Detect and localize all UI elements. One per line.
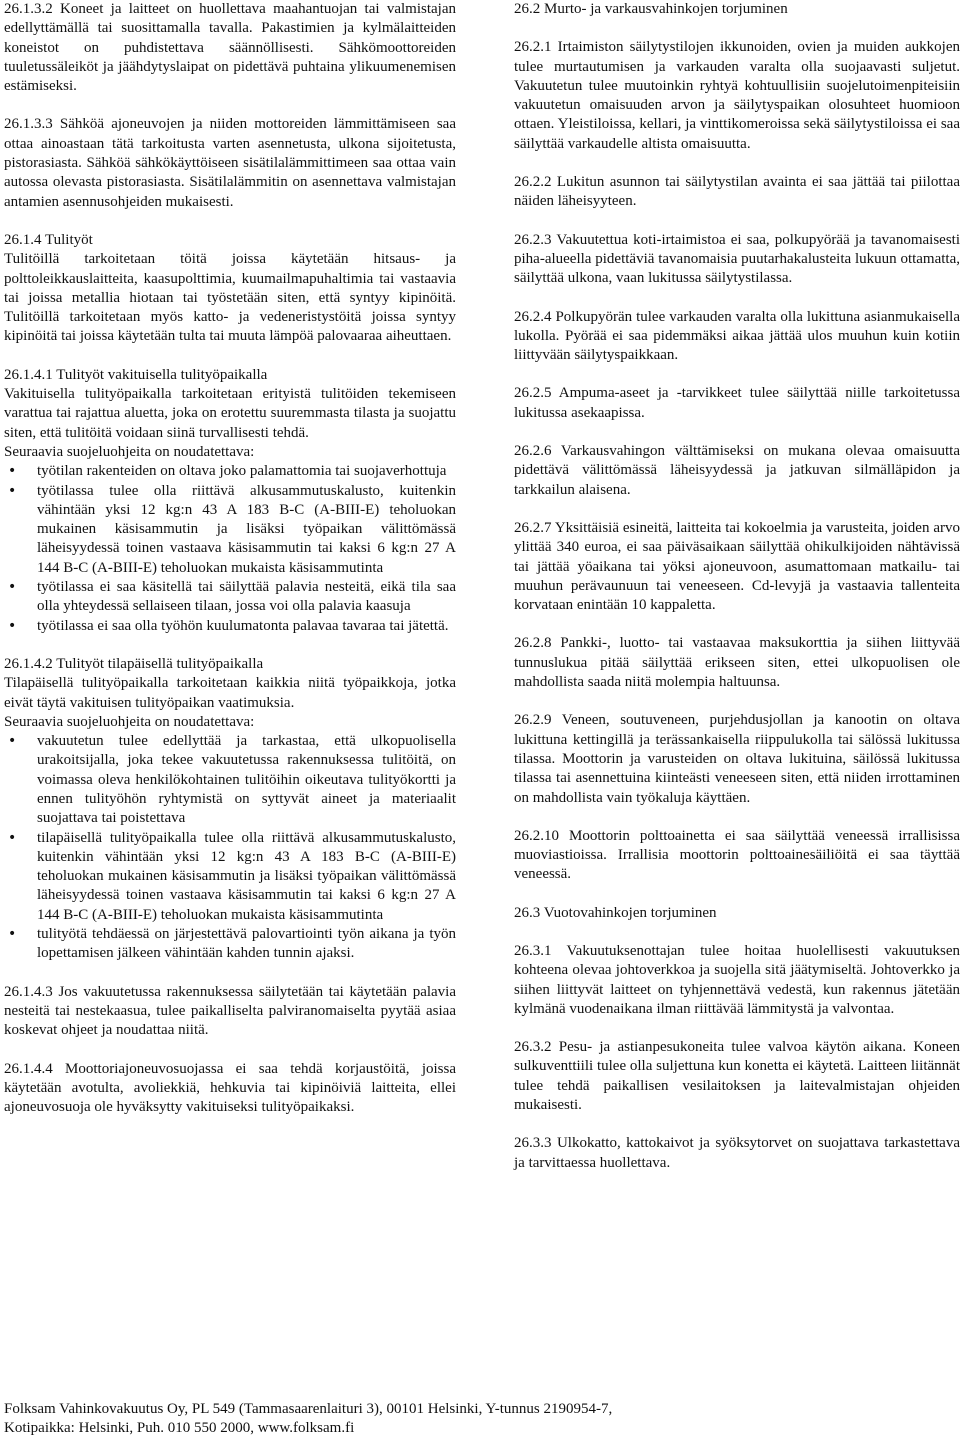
list-intro-1: Seuraavia suojeluohjeita on noudatettava: xyxy=(4,443,255,460)
paragraph-26-2-6: 26.2.6 Varkausvahingon välttämiseksi on mukana olevaa omaisuutta pidettävä välittömässä läheisyydessä ja jatkuvan silmälläpidon ja tarkkailun alaisena. xyxy=(514,443,960,498)
paragraph-26-2-1: 26.2.1 Irtaimiston säilytystilojen ikkunoiden, ovien ja muiden aukkojen tulee murtautumisen ja varkauden varalta olla suojaavasti suljetut. Vakuutetun tulee muutoinkin ryhtyä kohtuullisiin suojelutoimenpiteisiin vakuutetun omaisuuden arvon ja säilytyspaikan olosuhteet huomioon ottaen. Yleistiloissa, kellari, ja vinttikomeroissa sekä säilytystiloissa ei saa säilyttää varkaudelle altista omaisuutta. xyxy=(514,39,960,152)
protection-list-2 xyxy=(4,732,456,964)
paragraph-26-1-4-3: 26.1.4.3 Jos vakuutetussa rakennuksessa säilytetään tai käytetään palavia nesteitä tai nestekaasua, tulee paikalliselta palviranomaiselta pyytää asiaa koskevat ohjeet ja noudattaa niitä. xyxy=(4,983,456,1039)
paragraph-26-2-10: 26.2.10 Moottorin polttoainetta ei saa säilyttää veneessä irrallisissa muoviastioissa. Irrallisia moottorin polttoainesäiliöitä ei saa täyttää veneessä. xyxy=(514,827,960,883)
page-footer xyxy=(4,1400,944,1439)
paragraph-26-3-3: 26.3.3 Ulkokatto, kattokaivot ja syöksytorvet on suojattava tarkastettava ja tarvittaessa huollettava. xyxy=(514,1135,960,1171)
list-item: • tilapäisellä tulityöpaikalla tulee olla riittävä alkusammutuskalusto, kuitenkin vähintään yksi 12 kg:n 43 A 183 B-C (A-BIII-E) teholuokan mukainen käsisammutin ja lisäksi työpaikan välittömässä läheisyydessä toinen vastaava käsisammutin tai kaksi 6 kg:n 27 A 144 B-C (A-BIII-E) teholuokan mukaista käsisammutinta xyxy=(4,829,456,925)
paragraph-26-2-7: 26.2.7 Yksittäisiä esineitä, laitteita tai kokoelmia ja varusteita, joiden arvo ylittää 340 euroa, ei saa päiväsaikaan säilyttää ohikulkijoiden nähtävissä tai jättää yöaikana tai yöksi ajoneuvoon, asumattomaan matkailu- tai muuhun perävaunuun tai veneeseen. Cd-levyjä ja vastaavia tallenteita korvataan enintään 10 kappaletta. xyxy=(514,519,960,614)
paragraph-26-2-4: 26.2.4 Polkupyörän tulee varkauden varalta olla lukittuna asianmukaisella lukolla. Pyörää ei saa pidemmäksi aikaa jättää ulos muuhun kuin kotiin liittyvään säilytyspaikkaan. xyxy=(514,308,960,364)
list-item: • työtilassa tulee olla riittävä alkusammutuskalusto, kuitenkin vähintään yksi 12 kg:n 43 A 183 B-C (A-BIII-E) teholuokan mukainen käsisammutin ja lisäksi työpaikan välittömässä läheisyydessä toinen vastaava käsisammutin tai kaksi 6 kg:n 27 A 144 B-C (A-BIII-E) teholuokan mukaista käsisammutinta xyxy=(4,482,456,578)
protection-list-1 xyxy=(4,462,456,636)
list-item: • työtilan rakenteiden on oltava joko palamattomia tai suojaverhottuja xyxy=(4,462,456,481)
heading-26-1-4-2: 26.1.4.2 Tulityöt tilapäisellä tulityöpaikalla xyxy=(4,655,264,672)
paragraph-26-1-4-2: Tilapäisellä tulityöpaikalla tarkoitetaan kaikkia niitä työpaikkoja, jotka eivät täytä vakituisen tulityöpaikan vaatimuksia. xyxy=(4,675,456,711)
paragraph-26-2-3: 26.2.3 Vakuutettua koti-irtaimistoa ei saa, polkupyörää ja tavanomaisesti piha-alueella pidettäviä tavanomaisia puutarhakalusteita lukuun ottamatta, säilyttää ulkona, vaan lukitussa säilytystilassa. xyxy=(514,231,960,287)
list-item: • työtilassa ei saa olla työhön kuulumatonta palavaa tavaraa tai jätettä. xyxy=(4,617,456,636)
paragraph-26-1-3-3: 26.1.3.3 Sähköä ajoneuvojen ja niiden mottoreiden lämmittämiseen saa ottaa ainoastaan tätä tarkoitusta varten asennetusta, ulkona sijoitetusta, pistorasiasta. Sähköä sähkökäyttöiseen sisätilalämmittimeen saa ottaa vain autossa olevasta pistorasiasta. Sisätilalämmitin on asennettava valmistajan antamien asennusohjeiden mukaisesti. xyxy=(4,116,456,210)
heading-26-1-4: 26.1.4 Tulityöt xyxy=(4,231,93,248)
right-column xyxy=(514,0,960,1173)
paragraph-26-1-4-4: 26.1.4.4 Moottoriajoneuvosuojassa ei saa tehdä korjaustöitä, joissa käytetään avotulta, avoliekkiä, hehkuvia tai kipinöiviä laitteita, ellei ajoneuvosuoja ole hyväksytty vakituiseksi tulityöpaikaksi. xyxy=(4,1060,456,1116)
paragraph-26-2-9: 26.2.9 Veneen, soutuveneen, purjehdusjollan ja kanootin on oltava lukittuna kettingillä ja terässankaisella riippulukolla tai sälössä lukitussa tilassa. Moottorin ja varusteiden on oltava lukituina, säilössä lukitussa tilassa tai asennettuina kiinteästi veneeseen siten, että niiden irrottaminen on mahdollista vain työkaluja käyttäen. xyxy=(514,712,960,806)
heading-26-3: 26.3 Vuotovahinkojen torjuminen xyxy=(514,904,717,921)
list-item: • vakuutetun tulee edellyttää ja tarkastaa, että ulkopuolisella urakoitsijalla, joka tekee vakuutetussa rakennuksessa tulitöitä, on voimassa oleva henkilökohtainen tulitöihin oikeutava tulityökortti ja ennen tulityöhön ryhtymistä on syttyvät aineet ja materiaalit suojattava tai poistettava xyxy=(4,732,456,828)
list-item: • tulityötä tehdäessä on järjestettävä palovartiointi työn aikana ja työn lopettamisen jälkeen vähintään kahden tunnin ajaksi. xyxy=(4,925,456,964)
paragraph-26-2-5: 26.2.5 Ampuma-aseet ja -tarvikkeet tulee säilyttää niille tarkoitetussa lukitussa asekaapissa. xyxy=(514,385,960,421)
list-item: • työtilassa ei saa käsitellä tai säilyttää palavia nesteitä, eikä tila saa olla yhteydessä sellaiseen tilaan, jossa voi olla palavia kaasuja xyxy=(4,578,456,617)
footer-contact-line: Kotipaikka: Helsinki, Puh. 010 550 2000, www.folksam.fi xyxy=(4,1420,355,1437)
paragraph-26-2-8: 26.2.8 Pankki-, luotto- tai vastaavaa maksukorttia ja siihen liittyvää tunnuslukua pitää säilyttää erikseen siten, ettei ulkopuolisen ole mahdollista saada niitä molempia haltuunsa. xyxy=(514,635,960,691)
left-column xyxy=(4,0,456,1117)
paragraph-26-3-2: 26.3.2 Pesu- ja astianpesukoneita tulee valvoa käytön aikana. Koneen sulkuventtiili tulee olla suljettuna kun konetta ei käytetä. Laitteen liitännät tulee tehdä paikallisen vesilaitoksen ja laitevalmistajan ohjeiden mukaisesti. xyxy=(514,1039,960,1114)
heading-26-2: 26.2 Murto- ja varkausvahinkojen torjuminen xyxy=(514,1,788,17)
footer-company-line: Folksam Vahinkovakuutus Oy, PL 549 (Tammasaarenlaituri 3), 00101 Helsinki, Y-tunnus 2190954-7, xyxy=(4,1401,613,1417)
paragraph-26-1-3-2: 26.1.3.2 Koneet ja laitteet on huollettava maahantuojan tai valmistajan edellyttämällä tai suosittamalla tavalla. Pakastimien ja kylmälaitteiden koneistot on puhdistettava säännöllisesti. Sähkömoottoreiden tuuletussäleiköt ja jäähdytyslaipat on pidettävä puhtaina ylikuumenemisen estämiseksi. xyxy=(4,1,456,95)
list-intro-2: Seuraavia suojeluohjeita on noudatettava: xyxy=(4,713,255,730)
paragraph-26-1-4: Tulitöillä tarkoitetaan töitä joissa käytetään hitsaus- ja polttoleikkauslaitteita, kaasupolttimia, kuumailmapuhaltimia tai vastaavia tai joissa metallia hiotaan tai työstetään siten, että syntyy kipinöitä. Tulitöillä tarkoitetaan myös katto- ja vedeneristystöitä joissa syntyy kipinöitä tai joissa käytetään tulta tai muuta lämpöä palovaaraa aiheuttaen. xyxy=(4,251,456,345)
paragraph-26-2-2: 26.2.2 Lukitun asunnon tai säilytystilan avainta ei saa jättää tai piilottaa näiden läheisyyteen. xyxy=(514,174,960,210)
paragraph-26-1-4-1: Vakituisella tulityöpaikalla tarkoitetaan erityistä tulitöiden tekemiseen varattua tai rajattua aluetta, joka on erotettu suuremmasta tilasta ja suojattu siten, että tulitöitä voidaan siinä turvallisesti tehdä. xyxy=(4,386,456,441)
heading-26-1-4-1: 26.1.4.1 Tulityöt vakituisella tulityöpaikalla xyxy=(4,366,268,383)
paragraph-26-3-1: 26.3.1 Vakuutuksenottajan tulee hoitaa huolellisesti vakuutuksen kohteena olevaa johtoverkkoa ja suojella sitä jäätymiseltä. Johtoverkko ja siihen liittyvät laitteet on tyhjennettävä vedestä, kun rakennus jätetään kylmänä vuodenaikana ilman riittävää lämmitystä ja valvontaa. xyxy=(514,942,960,1017)
